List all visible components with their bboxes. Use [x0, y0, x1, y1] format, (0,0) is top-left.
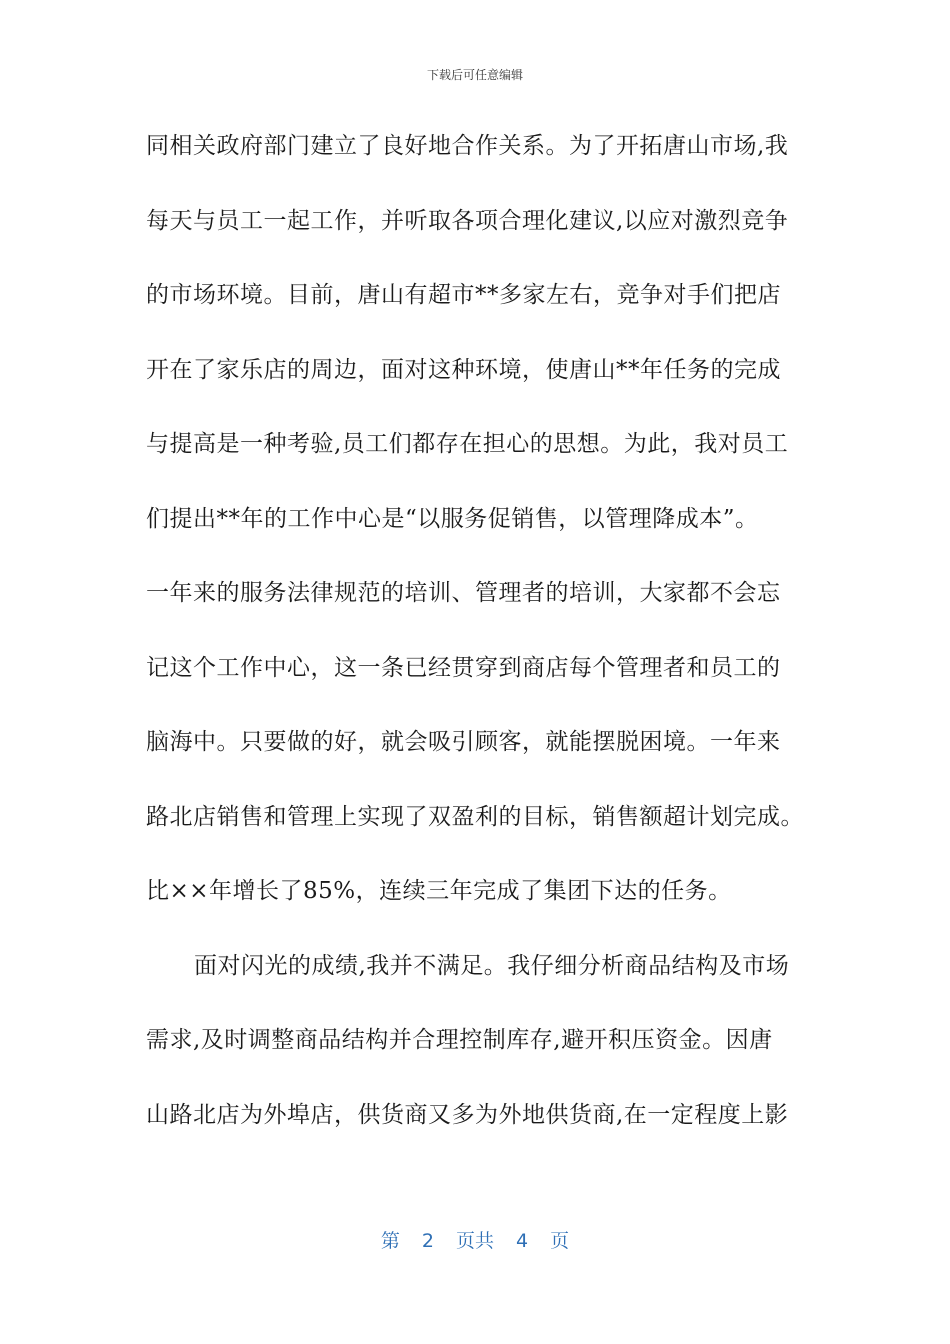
- text-line: 与提高是一种考验,员工们都存在担心的思想。为此，我对员工: [146, 431, 789, 457]
- page-footer: [0, 1226, 950, 1253]
- text-line: 山路北店为外埠店，供货商又多为外地供货商,在一定程度上影: [146, 1101, 789, 1128]
- text-line: 们提出**年的工作中心是“以服务促销售，以管理降成本”。: [146, 505, 759, 532]
- paragraph-start-line: 面对闪光的成绩,我并不满足。我仔细分析商品结构及市场: [194, 952, 790, 979]
- footer-current-page: 2: [421, 1230, 434, 1252]
- text-line: 比××年增长了85%，连续三年完成了集团下达的任务。: [146, 878, 732, 904]
- text-line: 同相关政府部门建立了良好地合作关系。为了开拓唐山市场,我: [146, 133, 789, 159]
- footer-label-end: 页: [550, 1230, 570, 1252]
- text-line: 每天与员工一起工作，并听取各项合理化建议,以应对激烈竞争: [146, 207, 789, 234]
- document-body: [146, 126, 816, 1169]
- text-line: 的市场环境。目前，唐山有超市**多家左右，竞争对手们把店: [146, 282, 781, 308]
- text-line: 一年来的服务法律规范的培训、管理者的培训，大家都不会忘: [146, 580, 781, 606]
- footer-total-pages: 4: [516, 1230, 529, 1252]
- footer-label-total: 页共: [455, 1230, 494, 1252]
- text-line: 需求,及时调整商品结构并合理控制库存,避开积压资金。因唐: [146, 1027, 773, 1053]
- text-line: 开在了家乐店的周边，面对这种环境，使唐山**年任务的完成: [146, 356, 781, 383]
- text-line: 路北店销售和管理上实现了双盈利的目标，销售额超计划完成。: [146, 803, 804, 830]
- header-note: 下载后可任意编辑: [426, 68, 523, 82]
- footer-label-page: 第: [380, 1230, 400, 1252]
- text-line: 脑海中。只要做的好，就会吸引顾客，就能摆脱困境。一年来: [146, 729, 781, 755]
- text-line: 记这个工作中心，这一条已经贯穿到商店每个管理者和员工的: [146, 654, 781, 681]
